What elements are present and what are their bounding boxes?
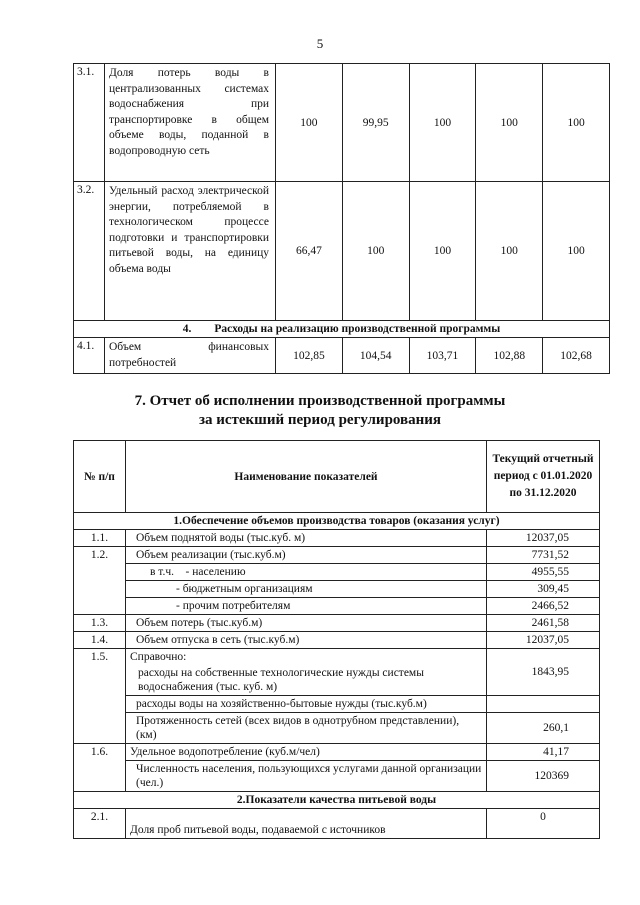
table-row bbox=[74, 581, 600, 598]
value-cell: 100 bbox=[476, 64, 543, 182]
row-index: 1.4. bbox=[74, 632, 126, 649]
row-name: Численность населения, пользующихся услугами данной организации (чел.) bbox=[126, 761, 487, 792]
row-index: 1.2. bbox=[74, 547, 126, 615]
row-name: Справочно: bbox=[126, 649, 487, 666]
row-value: 0 bbox=[487, 809, 600, 839]
row-value: 2461,58 bbox=[487, 615, 600, 632]
value-cell: 100 bbox=[476, 182, 543, 321]
table-row bbox=[74, 809, 600, 839]
row-index: 3.1. bbox=[74, 64, 105, 182]
value-cell: 100 bbox=[409, 182, 476, 321]
row-name: Объем поднятой воды (тыс.куб. м) bbox=[126, 530, 487, 547]
value-cell: 100 bbox=[276, 64, 343, 182]
value-cell: 100 bbox=[543, 182, 610, 321]
row-value: 1843,95 bbox=[487, 649, 600, 696]
row-description: Объем финансовых потребностей bbox=[105, 338, 276, 374]
table-row bbox=[74, 744, 600, 761]
col-header-name: Наименование показателей bbox=[126, 441, 487, 513]
row-index: 1.5. bbox=[74, 649, 126, 744]
report-table bbox=[73, 440, 600, 839]
row-value: 260,1 bbox=[487, 713, 600, 744]
table-row bbox=[74, 564, 600, 581]
row-index: 1.6. bbox=[74, 744, 126, 792]
row-name: Объем потерь (тыс.куб.м) bbox=[126, 615, 487, 632]
value-cell: 104,54 bbox=[342, 338, 409, 374]
table-row bbox=[74, 632, 600, 649]
row-name: Удельное водопотребление (куб.м/чел) bbox=[126, 744, 487, 761]
row-index: 4.1. bbox=[74, 338, 105, 374]
page-number: 5 bbox=[316, 36, 324, 51]
row-value: 7731,52 bbox=[487, 547, 600, 564]
row-index: 1.3. bbox=[74, 615, 126, 632]
row-value: 4955,55 bbox=[487, 564, 600, 581]
row-name: Доля проб питьевой воды, подаваемой с источников bbox=[126, 809, 487, 839]
row-index: 3.2. bbox=[74, 182, 105, 321]
table-row bbox=[74, 696, 600, 713]
section-heading: 4. Расходы на реализацию производственной программы bbox=[74, 321, 610, 338]
row-index: 2.1. bbox=[74, 809, 126, 839]
row-description: Удельный расход электрической энергии, потребляемой в технологическом процессе подготовки и транспортировки питьевой воды, на единицу объема воды bbox=[105, 182, 276, 321]
row-value bbox=[487, 696, 600, 713]
table-row bbox=[74, 713, 600, 744]
table-row bbox=[74, 761, 600, 792]
value-cell: 103,71 bbox=[409, 338, 476, 374]
row-value: 2466,52 bbox=[487, 598, 600, 615]
section-row bbox=[74, 792, 600, 809]
row-name: - прочим потребителям bbox=[126, 598, 487, 615]
value-cell: 100 bbox=[342, 182, 409, 321]
row-value: 309,45 bbox=[487, 581, 600, 598]
section-heading: 2.Показатели качества питьевой воды bbox=[74, 792, 600, 809]
table-row bbox=[74, 615, 600, 632]
row-name: Протяженность сетей (всех видов в однотрубном представлении), (км) bbox=[126, 713, 487, 744]
section-heading: 1.Обеспечение объемов производства товаров (оказания услуг) bbox=[74, 513, 600, 530]
section-title bbox=[0, 392, 640, 430]
row-value: 41,17 bbox=[487, 744, 600, 761]
table-row bbox=[74, 598, 600, 615]
indicators-table-continued bbox=[73, 63, 610, 374]
row-name: в т.ч. - населению bbox=[126, 564, 487, 581]
row-name: - бюджетным организациям bbox=[126, 581, 487, 598]
row-name: расходы на собственные технологические нужды системы водоснабжения (тыс. куб. м) bbox=[126, 665, 487, 696]
col-header-period: Текущий отчетный период с 01.01.2020 по 31.12.2020 bbox=[487, 441, 600, 513]
table-row bbox=[74, 649, 600, 666]
table-row bbox=[74, 530, 600, 547]
section-row bbox=[74, 513, 600, 530]
section-row bbox=[74, 321, 610, 338]
header-row bbox=[74, 441, 600, 513]
value-cell: 66,47 bbox=[276, 182, 343, 321]
row-value: 120369 bbox=[487, 761, 600, 792]
table-row bbox=[74, 64, 610, 182]
col-header-number: № п/п bbox=[74, 441, 126, 513]
table-row bbox=[74, 182, 610, 321]
row-name: Объем реализации (тыс.куб.м) bbox=[126, 547, 487, 564]
row-value: 12037,05 bbox=[487, 530, 600, 547]
section-title-line1: 7. Отчет об исполнении производственной программы bbox=[134, 393, 506, 409]
value-cell: 102,85 bbox=[276, 338, 343, 374]
value-cell: 100 bbox=[409, 64, 476, 182]
row-name: расходы воды на хозяйственно-бытовые нужды (тыс.куб.м) bbox=[126, 696, 487, 713]
row-index: 1.1. bbox=[74, 530, 126, 547]
value-cell: 100 bbox=[543, 64, 610, 182]
table-row bbox=[74, 547, 600, 564]
value-cell: 99,95 bbox=[342, 64, 409, 182]
row-description: Доля потерь воды в централизованных системах водоснабжения при транспортировке в общем объеме воды, поданной в водопроводную сеть bbox=[105, 64, 276, 182]
value-cell: 102,68 bbox=[543, 338, 610, 374]
value-cell: 102,88 bbox=[476, 338, 543, 374]
row-name: Объем отпуска в сеть (тыс.куб.м) bbox=[126, 632, 487, 649]
table-row bbox=[74, 338, 610, 374]
section-title-line2: за истекший период регулирования bbox=[198, 412, 442, 428]
row-value: 12037,05 bbox=[487, 632, 600, 649]
